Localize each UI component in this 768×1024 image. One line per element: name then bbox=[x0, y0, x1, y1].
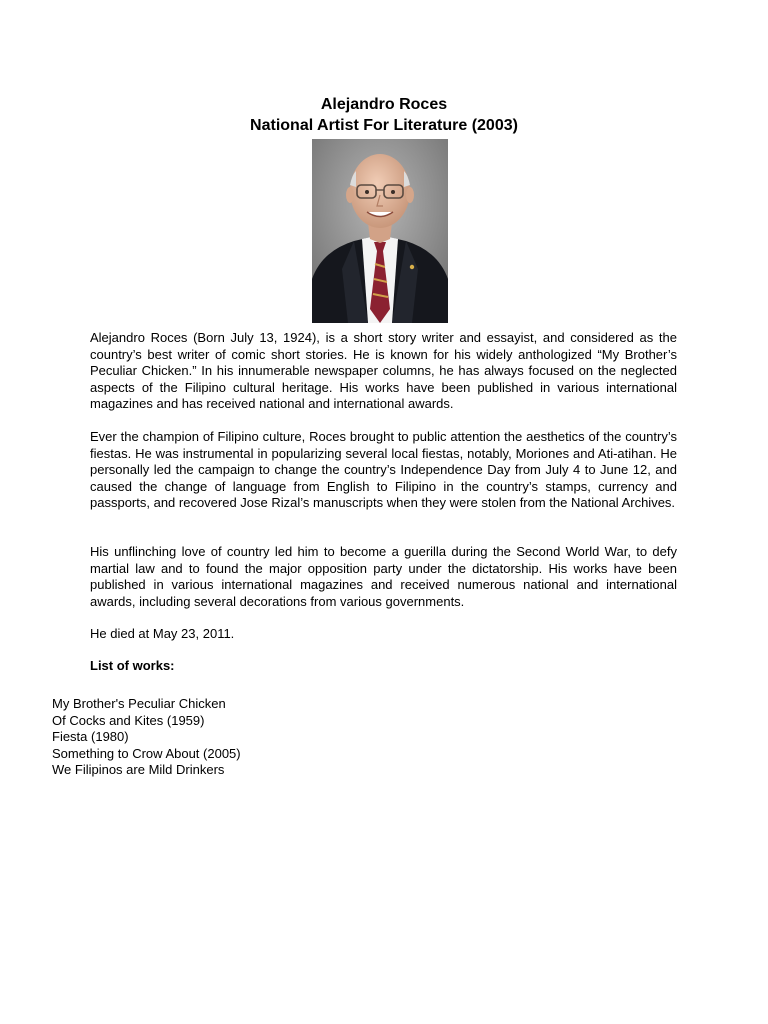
list-item: Fiesta (1980) bbox=[52, 729, 129, 744]
list-item: My Brother's Peculiar Chicken bbox=[52, 696, 226, 711]
title-block bbox=[0, 94, 768, 136]
list-item: We Filipinos are Mild Drinkers bbox=[52, 762, 225, 777]
award-subtitle-heading: National Artist For Literature (2003) bbox=[250, 117, 518, 134]
biography-paragraph-2: Ever the champion of Filipino culture, Roces brought to public attention the aesthetics of the country’s fiestas. He was instrumental in popularizing several local fiestas, notably, Moriones and Ati-atihan. He personally led the campaign to change the country’s Independence Day from July 4 to June 12, and caused the change of language from English to Filipino in the country’s stamps, currency and passports, and recovered Jose Rizal’s manuscripts when they were stolen from the National Archives. bbox=[90, 429, 677, 510]
works-list-heading: List of works: bbox=[90, 658, 175, 673]
list-item: Something to Crow About (2005) bbox=[52, 745, 241, 761]
author-name-heading: Alejandro Roces bbox=[320, 96, 448, 113]
works-list bbox=[52, 696, 241, 779]
biography-paragraph-1: Alejandro Roces (Born July 13, 1924), is a short story writer and essayist, and considered as the country’s best writer of comic short stories. He is known for his widely anthologized “My Brother’s Peculiar Chicken.” In his innumerable newspaper columns, he has always focused on the neglected aspects of the Filipino cultural heritage. His works have been published in various international magazines and has received national and international awards. bbox=[90, 330, 677, 411]
biography-paragraph-3: His unflinching love of country led him to become a guerilla during the Second World War, to defy martial law and to found the major opposition party under the dictatorship. His works have been published in various international magazines and received numerous national and international awards, including several decorations from various governments. bbox=[90, 544, 677, 609]
author-portrait bbox=[312, 139, 448, 323]
death-date-paragraph: He died at May 23, 2011. bbox=[90, 626, 235, 641]
list-item: Of Cocks and Kites (1959) bbox=[52, 712, 205, 728]
